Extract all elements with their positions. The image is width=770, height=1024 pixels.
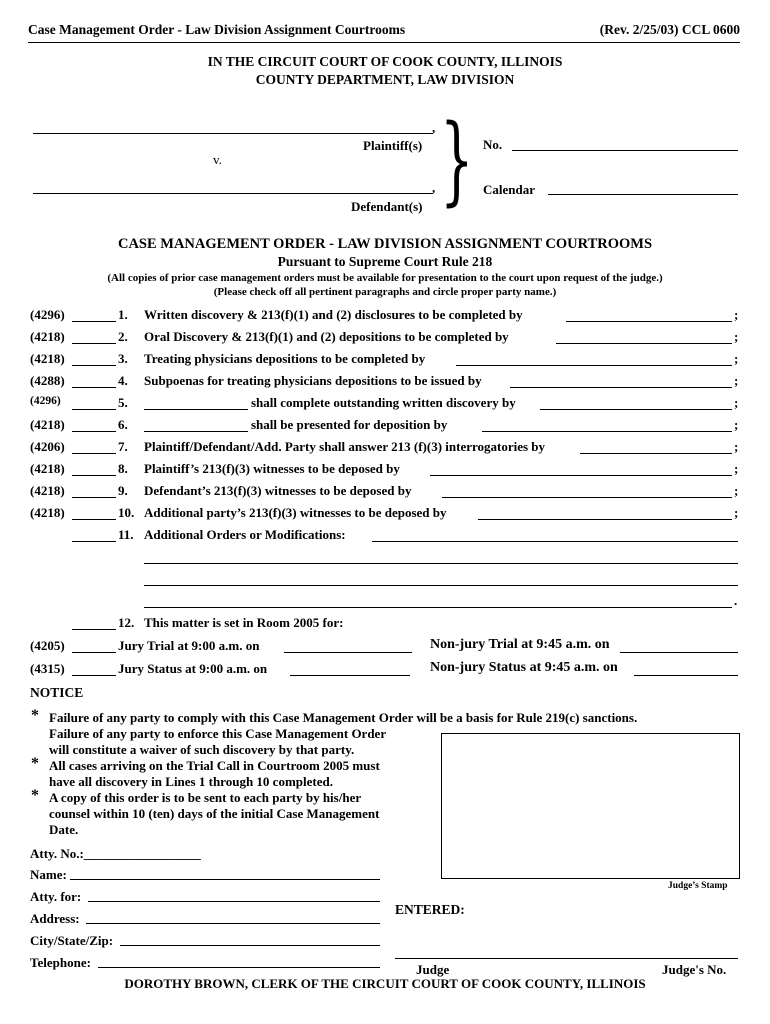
item-number: 7. xyxy=(118,439,128,454)
modifications-line[interactable] xyxy=(144,607,732,608)
item-end: ; xyxy=(734,373,739,388)
jury-status-check[interactable] xyxy=(72,675,116,676)
address-label: Address: xyxy=(30,911,80,926)
attorney-name-field[interactable] xyxy=(70,879,380,880)
attorney-name-label: Name: xyxy=(30,867,67,882)
defendant-comma: , xyxy=(432,180,436,195)
item-code: (4218) xyxy=(30,505,65,520)
court-name: IN THE CIRCUIT COURT OF COOK COUNTY, ILLINOIS xyxy=(207,54,563,69)
modifications-line[interactable] xyxy=(372,541,738,542)
item-date-field[interactable] xyxy=(566,321,732,322)
order-note-checkoff: (Please check off all pertinent paragraphs and circle proper party name.) xyxy=(213,286,557,298)
item-number: 10. xyxy=(118,505,135,520)
item-text: shall complete outstanding written discovery by xyxy=(251,395,516,410)
notice-text: will constitute a waiver of such discovery by that party. xyxy=(49,742,355,757)
item-date-field[interactable] xyxy=(482,431,732,432)
item-number: 8. xyxy=(118,461,128,476)
attorney-for-label: Atty. for: xyxy=(30,889,82,904)
item-number: 5. xyxy=(118,395,128,410)
nonjury-status-label: Non-jury Status at 9:45 a.m. on xyxy=(430,660,618,675)
item-date-field[interactable] xyxy=(556,343,732,344)
item-code: (4218) xyxy=(30,417,65,432)
item-text: Plaintiff’s 213(f)(3) witnesses to be deposed by xyxy=(144,461,400,476)
item-11-end: . xyxy=(734,593,738,608)
notice-text: Failure of any party to comply with this Case Management Order will be a basis for Rule 219(c) sanctions. xyxy=(49,710,638,725)
notice-bullet: * xyxy=(31,755,39,772)
notice-text: A copy of this order is to be sent to each party by his/her xyxy=(49,790,362,805)
item-date-field[interactable] xyxy=(510,387,732,388)
plaintiff-field[interactable] xyxy=(33,133,433,134)
item-number: 2. xyxy=(118,329,128,344)
item-check[interactable] xyxy=(72,431,116,432)
city-label: City/State/Zip: xyxy=(30,933,114,948)
notice-text: Failure of any party to enforce this Case Management Order xyxy=(49,726,387,741)
item-code: (4296) xyxy=(30,307,65,322)
item-code: (4218) xyxy=(30,329,65,344)
entered-label: ENTERED: xyxy=(395,902,465,917)
calendar-field[interactable] xyxy=(548,194,738,195)
item-text: Treating physicians depositions to be completed by xyxy=(144,351,426,366)
item-end: ; xyxy=(734,483,739,498)
item-date-field[interactable] xyxy=(540,409,732,410)
item-number: 11. xyxy=(118,527,134,542)
item-text: Plaintiff/Defendant/Add. Party shall answer 213 (f)(3) interrogatories by xyxy=(144,439,546,454)
item-check[interactable] xyxy=(72,475,116,476)
plaintiff-label: Plaintiff(s) xyxy=(363,138,423,153)
judge-number-label: Judge's No. xyxy=(662,962,727,977)
item-code: (4206) xyxy=(30,439,65,454)
item-date-field[interactable] xyxy=(430,475,732,476)
item-text: Oral Discovery & 213(f)(1) and (2) depositions to be completed by xyxy=(144,329,509,344)
attorney-number[interactable]: Atty. No.:__________________ xyxy=(30,846,201,861)
order-note-copies: (All copies of prior case management orders must be available for presentation to the court upon request of the judge.) xyxy=(107,272,663,284)
item-check[interactable] xyxy=(72,541,116,542)
item-check[interactable] xyxy=(72,365,116,366)
nonjury-trial-label: Non-jury Trial at 9:45 a.m. on xyxy=(430,637,610,652)
case-number-field[interactable] xyxy=(512,150,738,151)
nonjury-status-date[interactable] xyxy=(634,675,738,676)
address-field[interactable] xyxy=(86,923,380,924)
item-end: ; xyxy=(734,351,739,366)
jury-status-date[interactable] xyxy=(290,675,410,676)
item-number: 6. xyxy=(118,417,128,432)
form-revision: (Rev. 2/25/03) CCL 0600 xyxy=(599,22,740,37)
item-code: (4218) xyxy=(30,351,65,366)
item-end: ; xyxy=(734,307,739,322)
attorney-for-field[interactable] xyxy=(88,901,380,902)
item-number: 12. xyxy=(118,615,135,630)
item-check[interactable] xyxy=(72,629,116,630)
item-check[interactable] xyxy=(72,321,116,322)
calendar-label: Calendar xyxy=(483,182,535,197)
modifications-line[interactable] xyxy=(144,563,738,564)
item-end: ; xyxy=(734,417,739,432)
order-title: CASE MANAGEMENT ORDER - LAW DIVISION ASSIGNMENT COURTROOMS xyxy=(117,236,653,252)
item-check[interactable] xyxy=(72,497,116,498)
jury-status-code: (4315) xyxy=(30,661,65,676)
notice-bullet: * xyxy=(31,787,39,804)
item-date-field[interactable] xyxy=(442,497,732,498)
item-party-field[interactable] xyxy=(144,431,248,432)
item-text: Additional Orders or Modifications: xyxy=(144,527,346,542)
item-date-field[interactable] xyxy=(580,453,732,454)
item-number: 3. xyxy=(118,351,128,366)
item-end: ; xyxy=(734,461,739,476)
jury-trial-check[interactable] xyxy=(72,652,116,653)
telephone-field[interactable] xyxy=(98,967,380,968)
item-end: ; xyxy=(734,329,739,344)
jury-status-label: Jury Status at 9:00 a.m. on xyxy=(118,661,268,676)
judge-stamp-box xyxy=(441,733,740,879)
case-number-label: No. xyxy=(483,137,503,152)
jury-trial-label: Jury Trial at 9:00 a.m. on xyxy=(118,638,260,653)
item-check[interactable] xyxy=(72,409,116,410)
item-number: 4. xyxy=(118,373,128,388)
clerk-footer: DOROTHY BROWN, CLERK OF THE CIRCUIT COURT OF COOK COUNTY, ILLINOIS xyxy=(124,976,646,991)
item-end: ; xyxy=(734,395,739,410)
item-party-field[interactable] xyxy=(144,409,248,410)
item-12-text: This matter is set in Room 2005 for: xyxy=(144,615,344,630)
court-department: COUNTY DEPARTMENT, LAW DIVISION xyxy=(255,72,515,87)
notice-text: have all discovery in Lines 1 through 10 completed. xyxy=(49,774,333,789)
defendant-field[interactable] xyxy=(33,193,433,194)
item-text: Defendant’s 213(f)(3) witnesses to be deposed by xyxy=(144,483,412,498)
item-code: (4218) xyxy=(30,461,65,476)
judge-stamp-label: Judge’s Stamp xyxy=(668,881,728,891)
judge-label: Judge xyxy=(416,962,450,977)
versus-label: v. xyxy=(213,152,222,167)
item-code: (4288) xyxy=(30,373,65,388)
item-number: 1. xyxy=(118,307,128,322)
form-header xyxy=(28,20,740,43)
notice-text: Date. xyxy=(49,822,79,837)
item-text: Written discovery & 213(f)(1) and (2) disclosures to be completed by xyxy=(144,307,523,322)
item-number: 9. xyxy=(118,483,128,498)
judge-signature-line[interactable] xyxy=(395,958,738,959)
city-field[interactable] xyxy=(120,945,380,946)
item-date-field[interactable] xyxy=(478,519,732,520)
item-end: ; xyxy=(734,439,739,454)
modifications-line[interactable] xyxy=(144,585,738,586)
form-title: Case Management Order - Law Division Assignment Courtrooms xyxy=(28,22,406,37)
order-subtitle: Pursuant to Supreme Court Rule 218 xyxy=(277,254,493,269)
item-code: (4296) xyxy=(30,395,61,407)
item-check[interactable] xyxy=(72,453,116,454)
item-text: Additional party’s 213(f)(3) witnesses to be deposed by xyxy=(144,505,447,520)
defendant-label: Defendant(s) xyxy=(351,199,423,214)
item-text: shall be presented for deposition by xyxy=(251,417,448,432)
item-code: (4218) xyxy=(30,483,65,498)
item-end: ; xyxy=(734,505,739,520)
jury-trial-code: (4205) xyxy=(30,638,65,653)
caption-brace: } xyxy=(440,104,474,216)
item-check[interactable] xyxy=(72,519,116,520)
item-date-field[interactable] xyxy=(456,365,732,366)
jury-trial-date[interactable] xyxy=(284,652,412,653)
nonjury-trial-date[interactable] xyxy=(620,652,738,653)
notice-bullet: * xyxy=(31,707,39,724)
telephone-label: Telephone: xyxy=(30,955,91,970)
plaintiff-comma: , xyxy=(432,120,436,135)
notice-text: All cases arriving on the Trial Call in Courtroom 2005 must xyxy=(49,758,380,773)
item-check[interactable] xyxy=(72,343,116,344)
notice-heading: NOTICE xyxy=(30,685,84,700)
notice-text: counsel within 10 (ten) days of the initial Case Management xyxy=(49,806,380,821)
item-check[interactable] xyxy=(72,387,116,388)
item-text: Subpoenas for treating physicians depositions to be issued by xyxy=(144,373,482,388)
